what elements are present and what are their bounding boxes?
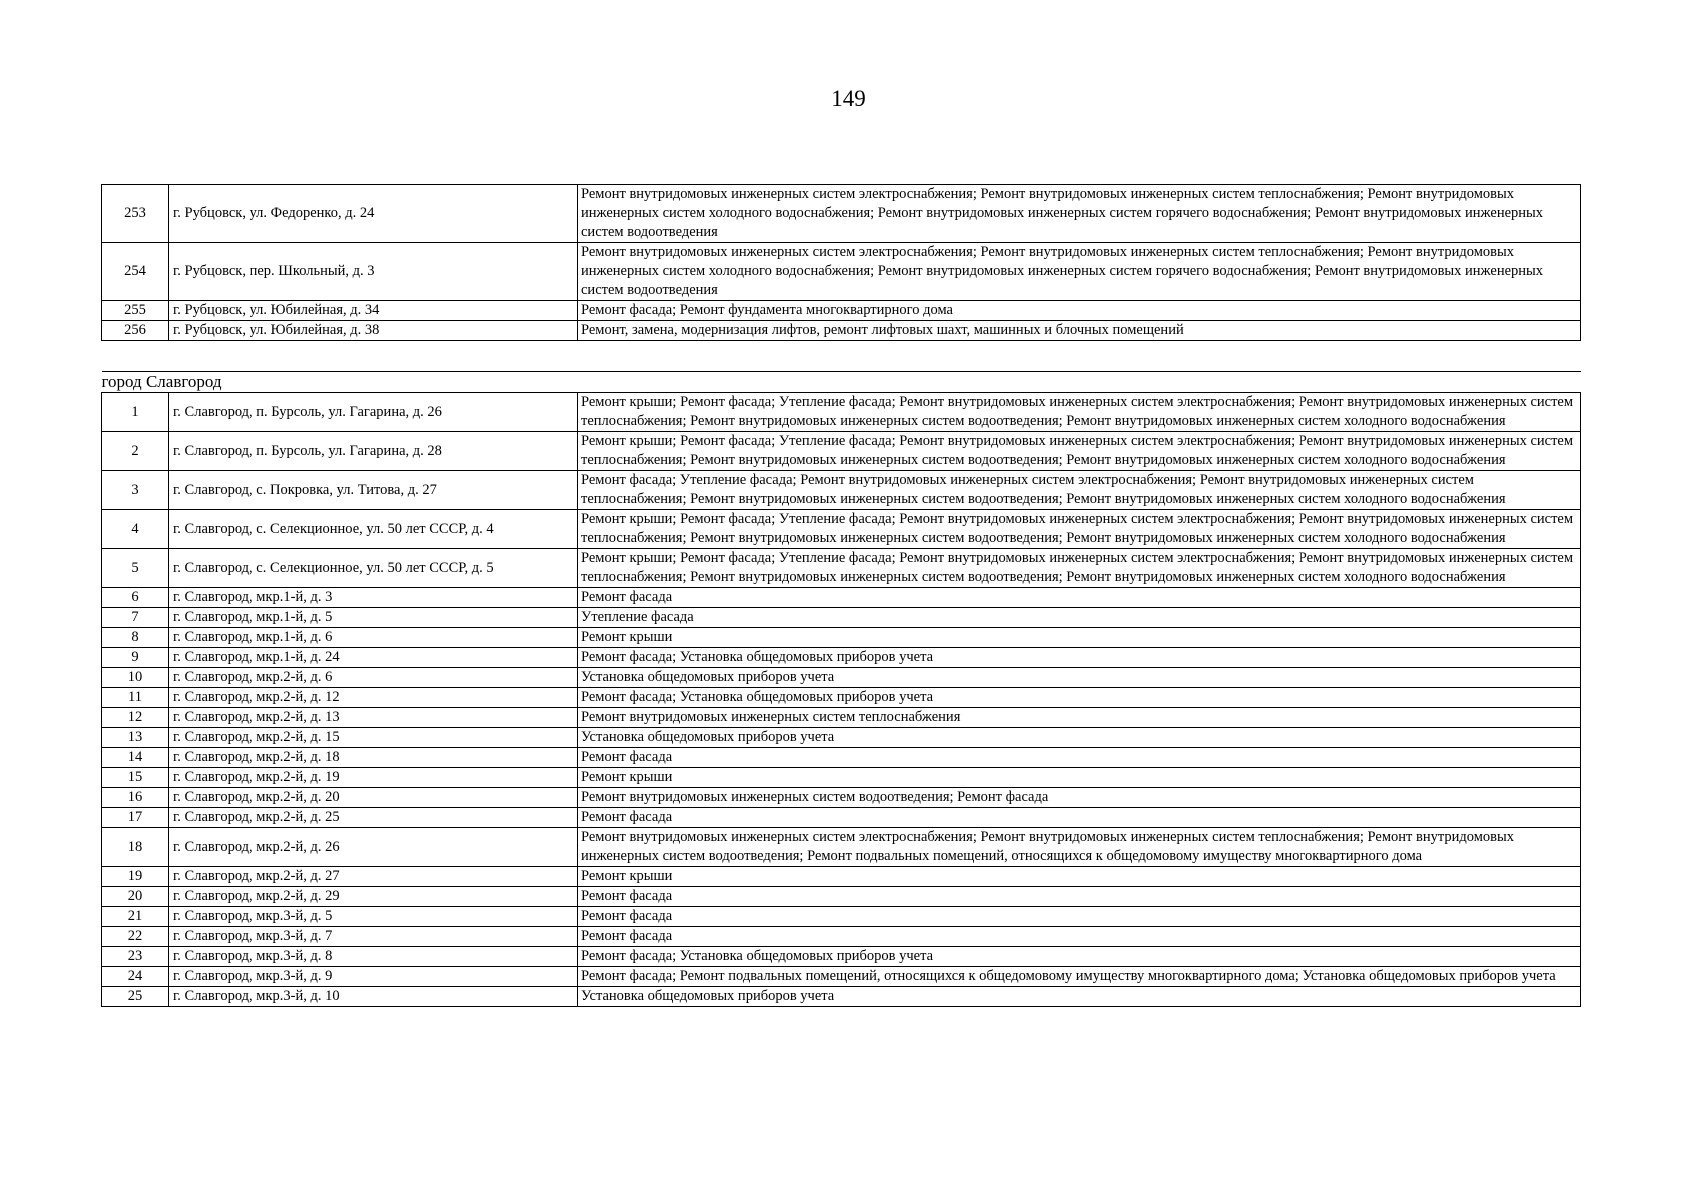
- row-number: 24: [102, 967, 169, 987]
- row-works: Ремонт фасада: [578, 588, 1581, 608]
- row-address: г. Славгород, мкр.1-й, д. 5: [169, 608, 578, 628]
- repair-program-table: [101, 184, 1581, 1007]
- table-row: [102, 768, 1581, 788]
- table-row: [102, 728, 1581, 748]
- table-row: [102, 549, 1581, 588]
- row-works: Ремонт фасада: [578, 927, 1581, 947]
- row-address: г. Славгород, п. Бурсоль, ул. Гагарина, д. 28: [169, 432, 578, 471]
- page-number: 149: [831, 86, 866, 111]
- row-number: 3: [102, 471, 169, 510]
- row-number: 11: [102, 688, 169, 708]
- row-number: 25: [102, 987, 169, 1007]
- table-row: [102, 967, 1581, 987]
- section-header-row: [102, 372, 1581, 393]
- row-works: Ремонт внутридомовых инженерных систем электроснабжения; Ремонт внутридомовых инженерных систем теплоснабжения; Ремонт внутридомовых инженерных систем холодного водоснабжения; Ремонт внутридомовых инженерных систем горячего водоснабжения; Ремонт внутридомовых инженерных систем водоотведения: [578, 243, 1581, 301]
- row-works: Ремонт внутридомовых инженерных систем электроснабжения; Ремонт внутридомовых инженерных систем теплоснабжения; Ремонт внутридомовых инженерных систем холодного водоснабжения; Ремонт внутридомовых инженерных систем горячего водоснабжения; Ремонт внутридомовых инженерных систем водоотведения: [578, 185, 1581, 243]
- row-address: г. Славгород, мкр.3-й, д. 9: [169, 967, 578, 987]
- row-works: Установка общедомовых приборов учета: [578, 728, 1581, 748]
- row-works: Ремонт крыши: [578, 867, 1581, 887]
- row-address: г. Славгород, с. Покровка, ул. Титова, д. 27: [169, 471, 578, 510]
- row-works: Ремонт фасада: [578, 907, 1581, 927]
- row-number: 9: [102, 648, 169, 668]
- row-works: Ремонт фасада; Ремонт подвальных помещений, относящихся к общедомовому имуществу многоквартирного дома; Установка общедомовых приборов учета: [578, 967, 1581, 987]
- row-address: г. Славгород, мкр.3-й, д. 8: [169, 947, 578, 967]
- table-row: [102, 788, 1581, 808]
- table-row: [102, 708, 1581, 728]
- row-number: 14: [102, 748, 169, 768]
- row-works: Ремонт фасада: [578, 748, 1581, 768]
- row-number: 10: [102, 668, 169, 688]
- row-works: Установка общедомовых приборов учета: [578, 668, 1581, 688]
- row-works: Ремонт крыши: [578, 628, 1581, 648]
- row-address: г. Славгород, мкр.2-й, д. 15: [169, 728, 578, 748]
- row-number: 18: [102, 828, 169, 867]
- table-row: [102, 808, 1581, 828]
- row-number: 1: [102, 393, 169, 432]
- table-row: [102, 301, 1581, 321]
- row-number: 254: [102, 243, 169, 301]
- row-number: 7: [102, 608, 169, 628]
- table-row: [102, 432, 1581, 471]
- table-row: [102, 243, 1581, 301]
- row-works: Ремонт фасада; Установка общедомовых приборов учета: [578, 947, 1581, 967]
- section-gap-cell: [102, 341, 1581, 372]
- table-row: [102, 608, 1581, 628]
- row-address: г. Славгород, мкр.3-й, д. 10: [169, 987, 578, 1007]
- row-address: г. Славгород, мкр.3-й, д. 5: [169, 907, 578, 927]
- row-number: 12: [102, 708, 169, 728]
- table-row: [102, 668, 1581, 688]
- row-address: г. Рубцовск, пер. Школьный, д. 3: [169, 243, 578, 301]
- row-number: 256: [102, 321, 169, 341]
- section-title: город Славгород: [102, 372, 1581, 393]
- row-number: 16: [102, 788, 169, 808]
- row-number: 23: [102, 947, 169, 967]
- row-address: г. Славгород, с. Селекционное, ул. 50 лет СССР, д. 5: [169, 549, 578, 588]
- row-number: 6: [102, 588, 169, 608]
- row-number: 20: [102, 887, 169, 907]
- row-number: 8: [102, 628, 169, 648]
- table-row: [102, 588, 1581, 608]
- table-row: [102, 185, 1581, 243]
- row-works: Утепление фасада: [578, 608, 1581, 628]
- table-row: [102, 321, 1581, 341]
- row-number: 21: [102, 907, 169, 927]
- row-address: г. Славгород, п. Бурсоль, ул. Гагарина, д. 26: [169, 393, 578, 432]
- row-address: г. Славгород, с. Селекционное, ул. 50 лет СССР, д. 4: [169, 510, 578, 549]
- row-address: г. Славгород, мкр.2-й, д. 18: [169, 748, 578, 768]
- row-works: Ремонт крыши; Ремонт фасада; Утепление фасада; Ремонт внутридомовых инженерных систем электроснабжения; Ремонт внутридомовых инженерных систем теплоснабжения; Ремонт внутридомовых инженерных систем водоотведения; Ремонт внутридомовых инженерных систем холодного водоснабжения: [578, 432, 1581, 471]
- row-address: г. Славгород, мкр.2-й, д. 26: [169, 828, 578, 867]
- row-number: 17: [102, 808, 169, 828]
- row-address: г. Славгород, мкр.1-й, д. 24: [169, 648, 578, 668]
- table-row: [102, 628, 1581, 648]
- table-row: [102, 987, 1581, 1007]
- row-number: 13: [102, 728, 169, 748]
- table-row: [102, 510, 1581, 549]
- row-address: г. Славгород, мкр.2-й, д. 25: [169, 808, 578, 828]
- table-row: [102, 867, 1581, 887]
- row-works: Установка общедомовых приборов учета: [578, 987, 1581, 1007]
- table-row: [102, 393, 1581, 432]
- row-number: 255: [102, 301, 169, 321]
- row-works: Ремонт внутридомовых инженерных систем теплоснабжения: [578, 708, 1581, 728]
- row-address: г. Рубцовск, ул. Юбилейная, д. 34: [169, 301, 578, 321]
- table-row: [102, 887, 1581, 907]
- row-address: г. Славгород, мкр.2-й, д. 20: [169, 788, 578, 808]
- table-row: [102, 828, 1581, 867]
- row-works: Ремонт фасада; Установка общедомовых приборов учета: [578, 648, 1581, 668]
- row-number: 22: [102, 927, 169, 947]
- row-number: 4: [102, 510, 169, 549]
- row-works: Ремонт фасада; Ремонт фундамента многоквартирного дома: [578, 301, 1581, 321]
- row-address: г. Славгород, мкр.2-й, д. 29: [169, 887, 578, 907]
- row-works: Ремонт внутридомовых инженерных систем водоотведения; Ремонт фасада: [578, 788, 1581, 808]
- row-address: г. Рубцовск, ул. Федоренко, д. 24: [169, 185, 578, 243]
- table-row: [102, 471, 1581, 510]
- row-works: Ремонт внутридомовых инженерных систем электроснабжения; Ремонт внутридомовых инженерных систем теплоснабжения; Ремонт внутридомовых инженерных систем водоотведения; Ремонт подвальных помещений, относящихся к общедомовому имуществу многоквартирного дома: [578, 828, 1581, 867]
- row-number: 2: [102, 432, 169, 471]
- row-address: г. Славгород, мкр.2-й, д. 12: [169, 688, 578, 708]
- row-works: Ремонт крыши: [578, 768, 1581, 788]
- row-works: Ремонт фасада: [578, 808, 1581, 828]
- row-works: Ремонт крыши; Ремонт фасада; Утепление фасада; Ремонт внутридомовых инженерных систем электроснабжения; Ремонт внутридомовых инженерных систем теплоснабжения; Ремонт внутридомовых инженерных систем водоотведения; Ремонт внутридомовых инженерных систем холодного водоснабжения: [578, 393, 1581, 432]
- row-address: г. Славгород, мкр.1-й, д. 6: [169, 628, 578, 648]
- row-works: Ремонт крыши; Ремонт фасада; Утепление фасада; Ремонт внутридомовых инженерных систем электроснабжения; Ремонт внутридомовых инженерных систем теплоснабжения; Ремонт внутридомовых инженерных систем водоотведения; Ремонт внутридомовых инженерных систем холодного водоснабжения: [578, 510, 1581, 549]
- row-address: г. Славгород, мкр.2-й, д. 6: [169, 668, 578, 688]
- table-row: [102, 947, 1581, 967]
- section-gap: [102, 341, 1581, 372]
- row-works: Ремонт крыши; Ремонт фасада; Утепление фасада; Ремонт внутридомовых инженерных систем электроснабжения; Ремонт внутридомовых инженерных систем теплоснабжения; Ремонт внутридомовых инженерных систем водоотведения; Ремонт внутридомовых инженерных систем холодного водоснабжения: [578, 549, 1581, 588]
- row-address: г. Славгород, мкр.2-й, д. 19: [169, 768, 578, 788]
- table-row: [102, 688, 1581, 708]
- row-works: Ремонт фасада; Установка общедомовых приборов учета: [578, 688, 1581, 708]
- row-number: 253: [102, 185, 169, 243]
- table-body: [102, 185, 1581, 1007]
- row-works: Ремонт фасада; Утепление фасада; Ремонт внутридомовых инженерных систем электроснабжения; Ремонт внутридомовых инженерных систем теплоснабжения; Ремонт внутридомовых инженерных систем водоотведения; Ремонт внутридомовых инженерных систем холодного водоснабжения: [578, 471, 1581, 510]
- row-address: г. Славгород, мкр.1-й, д. 3: [169, 588, 578, 608]
- table-row: [102, 748, 1581, 768]
- row-address: г. Славгород, мкр.3-й, д. 7: [169, 927, 578, 947]
- row-number: 15: [102, 768, 169, 788]
- row-address: г. Славгород, мкр.2-й, д. 27: [169, 867, 578, 887]
- row-address: г. Рубцовск, ул. Юбилейная, д. 38: [169, 321, 578, 341]
- table-row: [102, 907, 1581, 927]
- row-works: Ремонт, замена, модернизация лифтов, ремонт лифтовых шахт, машинных и блочных помещений: [578, 321, 1581, 341]
- row-address: г. Славгород, мкр.2-й, д. 13: [169, 708, 578, 728]
- table-row: [102, 648, 1581, 668]
- row-works: Ремонт фасада: [578, 887, 1581, 907]
- row-number: 19: [102, 867, 169, 887]
- row-number: 5: [102, 549, 169, 588]
- table-row: [102, 927, 1581, 947]
